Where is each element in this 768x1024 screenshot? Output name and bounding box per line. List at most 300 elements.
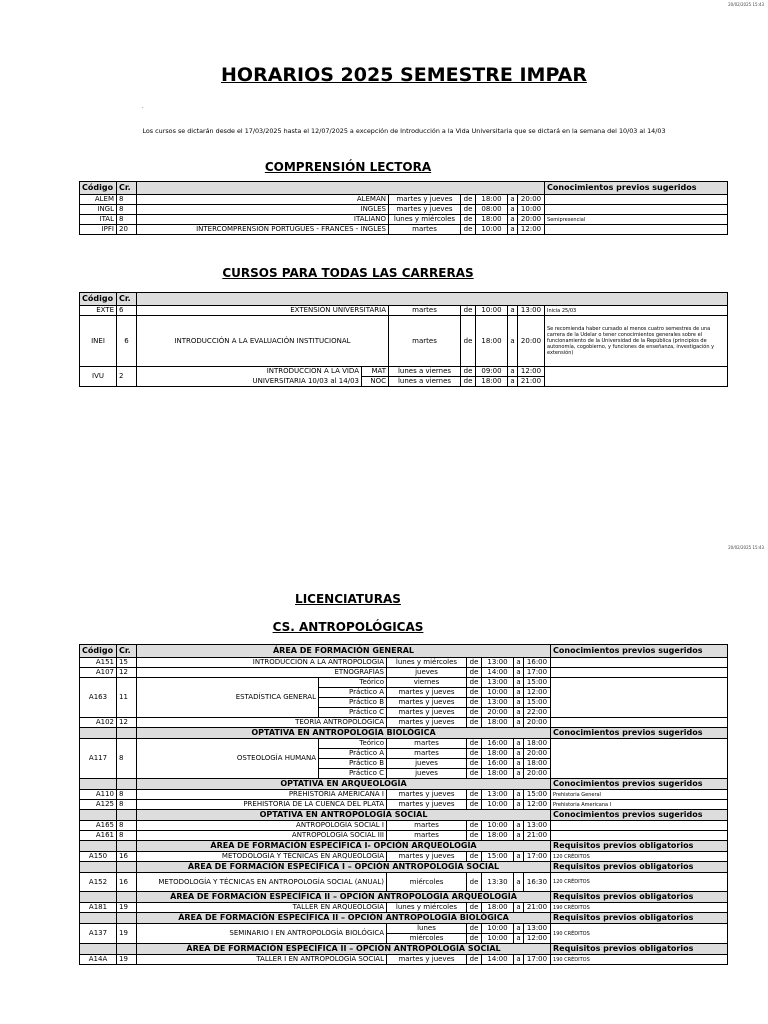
section-title-antropologicas: CS. ANTROPOLÓGICAS xyxy=(272,620,424,634)
time-to: 12:00 xyxy=(524,934,551,944)
section-title: ÁREA DE FORMACIÓN ESPECÍFICA II – OPCIÓN ANTROPOLOGÍA BIOLÓGICA xyxy=(137,913,551,924)
time-from: 13:00 xyxy=(482,790,514,800)
table-row xyxy=(80,225,728,235)
table-row xyxy=(80,195,728,205)
course-note xyxy=(545,225,728,235)
course-note xyxy=(551,739,728,779)
print-timestamp: 20/02/2025 15:43 xyxy=(728,2,764,7)
course-credits: 20 xyxy=(117,225,137,235)
time-to: 17:00 xyxy=(524,852,551,862)
course-days: martes y jueves xyxy=(387,852,467,862)
course-days: lunes y miércoles xyxy=(389,215,461,225)
label-de: de xyxy=(467,934,482,944)
course-note: Prehistoria Americana I xyxy=(551,800,728,810)
course-name: INTRODUCCIÓN A LA ANTROPOLOGÍA xyxy=(137,658,387,668)
intro-text: Los cursos se dictarán desde el 17/03/2025 hasta el 12/07/2025 a excepción de Introducción a la Vida Universitaria que se dictará en la semana del 10/03 al 14/03 xyxy=(142,127,666,135)
header-cr: Cr. xyxy=(117,293,137,306)
section-title: OPTATIVA EN ANTROPOLOGÍA SOCIAL xyxy=(137,810,551,821)
label-a: a xyxy=(514,821,524,831)
course-code: A125 xyxy=(80,800,117,810)
time-to: 20:00 xyxy=(518,215,545,225)
course-credits: 16 xyxy=(117,873,137,892)
section-blank xyxy=(80,810,117,821)
course-credits: 12 xyxy=(117,668,137,678)
time-from: 10:00 xyxy=(476,225,508,235)
label-de: de xyxy=(461,377,476,387)
course-name: METODOLOGÍA Y TÉCNICAS EN ARQUEOLOGÍA xyxy=(137,852,387,862)
course-credits: 8 xyxy=(117,790,137,800)
label-de: de xyxy=(461,205,476,215)
course-days: lunes y miércoles xyxy=(387,903,467,913)
dot-mark: . xyxy=(142,104,144,110)
course-name: PREHISTORIA DE LA CUENCA DEL PLATA xyxy=(137,800,387,810)
section-blank xyxy=(117,841,137,852)
time-from: 08:00 xyxy=(476,205,508,215)
course-credits: 6 xyxy=(117,306,137,316)
table-row xyxy=(80,367,728,377)
course-credits: 8 xyxy=(117,205,137,215)
course-note xyxy=(551,678,728,718)
course-days: martes y jueves xyxy=(387,708,467,718)
time-from: 18:00 xyxy=(482,718,514,728)
group-label: MAT xyxy=(362,367,389,377)
course-days: martes xyxy=(387,821,467,831)
time-to: 21:00 xyxy=(518,377,545,387)
time-to: 20:00 xyxy=(524,749,551,759)
section-esp1-soc xyxy=(80,862,728,873)
course-note xyxy=(551,821,728,831)
table-row xyxy=(80,658,728,668)
table-row xyxy=(80,316,728,367)
course-code: A102 xyxy=(80,718,117,728)
course-days: lunes xyxy=(387,924,467,934)
course-code: A117 xyxy=(80,739,117,779)
page-title: HORARIOS 2025 SEMESTRE IMPAR xyxy=(221,64,587,86)
time-to: 10:00 xyxy=(518,205,545,215)
course-days: miércoles xyxy=(387,934,467,944)
header-codigo: Código xyxy=(80,645,117,658)
time-to: 13:00 xyxy=(524,924,551,934)
course-credits: 2 xyxy=(117,367,137,387)
time-from: 13:00 xyxy=(482,658,514,668)
time-from: 14:00 xyxy=(482,668,514,678)
time-from: 10:00 xyxy=(482,688,514,698)
table-row xyxy=(80,215,728,225)
time-to: 21:00 xyxy=(524,903,551,913)
course-days: lunes a viernes xyxy=(389,367,461,377)
section-title-comprension: COMPRENSIÓN LECTORA xyxy=(264,160,432,174)
label-de: de xyxy=(467,668,482,678)
label-de: de xyxy=(467,873,482,892)
todas-table xyxy=(79,292,728,387)
course-note xyxy=(551,658,728,668)
course-note: Inicia 25/03 xyxy=(545,306,728,316)
time-from: 10:00 xyxy=(482,800,514,810)
time-from: 18:00 xyxy=(482,831,514,841)
label-de: de xyxy=(461,306,476,316)
course-code: ALEM xyxy=(80,195,117,205)
time-to: 13:00 xyxy=(518,306,545,316)
time-from: 10:00 xyxy=(482,934,514,944)
label-de: de xyxy=(467,800,482,810)
time-from: 18:00 xyxy=(482,749,514,759)
course-credits: 8 xyxy=(117,800,137,810)
course-code: IPFI xyxy=(80,225,117,235)
label-de: de xyxy=(467,739,482,749)
course-name: INTERCOMPRENSION PORTUGUES - FRANCES - INGLES xyxy=(137,225,389,235)
course-code: A137 xyxy=(80,924,117,944)
area-general-header: ÁREA DE FORMACIÓN GENERAL xyxy=(137,645,551,658)
label-a: a xyxy=(508,377,518,387)
header-cr: Cr. xyxy=(117,182,137,195)
label-a: a xyxy=(508,195,518,205)
course-credits: 8 xyxy=(117,215,137,225)
session-label: Práctico A xyxy=(319,749,387,759)
course-code: A107 xyxy=(80,668,117,678)
course-name: TALLER EN ARQUEOLOGÍA xyxy=(137,903,387,913)
header-blank xyxy=(137,182,545,195)
table-row xyxy=(80,821,728,831)
time-from: 18:00 xyxy=(482,903,514,913)
time-to: 20:00 xyxy=(524,769,551,779)
header-conocimientos: Conocimientos previos sugeridos xyxy=(551,645,728,658)
course-name: ANTROPOLOGÍA SOCIAL I xyxy=(137,821,387,831)
time-to: 18:00 xyxy=(524,759,551,769)
table-row xyxy=(80,873,728,892)
section-title-todas: CURSOS PARA TODAS LAS CARRERAS xyxy=(222,266,474,280)
section-esp2-bio xyxy=(80,913,728,924)
section-blank xyxy=(117,810,137,821)
course-code: INEI xyxy=(80,316,117,367)
section-esp1-arq xyxy=(80,841,728,852)
header-codigo: Código xyxy=(80,293,117,306)
course-credits: 6 xyxy=(117,316,137,367)
course-code: IVU xyxy=(80,367,117,387)
time-to: 12:00 xyxy=(518,367,545,377)
time-to: 15:00 xyxy=(524,678,551,688)
course-note: 120 CRÉDITOS xyxy=(551,852,728,862)
time-to: 21:00 xyxy=(524,831,551,841)
header-blank xyxy=(137,293,728,306)
course-note: Se recomienda haber cursado al menos cuatro semestres de una carrera de la Udelar o tener conocimientos generales sobre el funcionamiento de la Universidad de la República (principios de autonomía, cogobierno, y funciones de enseñanza, investigación y extensión) xyxy=(545,316,728,367)
course-code: A150 xyxy=(80,852,117,862)
table-row xyxy=(80,678,728,688)
time-to: 20:00 xyxy=(518,195,545,205)
course-code: EXTE xyxy=(80,306,117,316)
header-cr: Cr. xyxy=(117,645,137,658)
course-code: A165 xyxy=(80,821,117,831)
label-a: a xyxy=(514,658,524,668)
section-right-header: Requisitos previos obligatorios xyxy=(551,913,728,924)
section-blank xyxy=(80,779,117,790)
course-credits: 8 xyxy=(117,739,137,779)
session-label: Práctico C xyxy=(319,769,387,779)
course-days: martes xyxy=(389,316,461,367)
label-a: a xyxy=(514,955,524,965)
course-name: ANTROPOLOGÍA SOCIAL III xyxy=(137,831,387,841)
label-a: a xyxy=(514,749,524,759)
section-right-header: Requisitos previos obligatorios xyxy=(551,892,728,903)
course-code: A152 xyxy=(80,873,117,892)
course-credits: 8 xyxy=(117,821,137,831)
course-days: miércoles xyxy=(387,873,467,892)
course-days: martes xyxy=(389,306,461,316)
section-opt-arq xyxy=(80,779,728,790)
course-name: OSTEOLOGÍA HUMANA xyxy=(137,739,319,779)
section-blank xyxy=(80,944,117,955)
course-days: jueves xyxy=(387,769,467,779)
label-de: de xyxy=(467,708,482,718)
time-from: 18:00 xyxy=(482,769,514,779)
course-days: martes xyxy=(387,831,467,841)
section-title: OPTATIVA EN ANTROPOLOGÍA BIOLÓGICA xyxy=(137,728,551,739)
course-name: PREHISTORIA AMERICANA I xyxy=(137,790,387,800)
label-a: a xyxy=(514,800,524,810)
section-right-header: Conocimientos previos sugeridos xyxy=(551,810,728,821)
time-from: 14:00 xyxy=(482,955,514,965)
time-from: 18:00 xyxy=(476,377,508,387)
course-days: martes y jueves xyxy=(387,955,467,965)
time-from: 16:00 xyxy=(482,759,514,769)
course-credits: 19 xyxy=(117,955,137,965)
label-de: de xyxy=(467,821,482,831)
course-note: 190 CRÉDITOS xyxy=(551,924,728,944)
label-de: de xyxy=(467,698,482,708)
time-from: 18:00 xyxy=(476,316,508,367)
label-de: de xyxy=(461,195,476,205)
header-conocimientos: Conocimientos previos sugeridos xyxy=(545,182,728,195)
section-blank xyxy=(80,892,117,903)
table-row xyxy=(80,668,728,678)
time-to: 13:00 xyxy=(524,821,551,831)
course-note xyxy=(545,195,728,205)
label-de: de xyxy=(467,831,482,841)
label-a: a xyxy=(514,924,524,934)
time-from: 20:00 xyxy=(482,708,514,718)
time-to: 20:00 xyxy=(524,718,551,728)
time-to: 16:00 xyxy=(524,658,551,668)
course-days: lunes y miércoles xyxy=(387,658,467,668)
course-name-line2: UNIVERSITARIA 10/03 al 14/03 xyxy=(137,377,362,387)
label-a: a xyxy=(514,873,524,892)
section-title: ÁREA DE FORMACIÓN ESPECÍFICA I- OPCIÓN ARQUEOLOGÍA xyxy=(137,841,551,852)
section-blank xyxy=(117,892,137,903)
course-code: A161 xyxy=(80,831,117,841)
time-from: 13:30 xyxy=(482,873,514,892)
course-name: INGLES xyxy=(137,205,389,215)
section-title: ÁREA DE FORMACIÓN ESPECÍFICA II – OPCIÓN ANTROPOLOGÍA ARQUEOLOGÍA xyxy=(137,892,551,903)
section-title: ÁREA DE FORMACIÓN ESPECÍFICA I – OPCIÓN ANTROPOLOGÍA SOCIAL xyxy=(137,862,551,873)
course-days: lunes a viernes xyxy=(389,377,461,387)
course-credits: 12 xyxy=(117,718,137,728)
time-from: 09:00 xyxy=(476,367,508,377)
label-a: a xyxy=(514,708,524,718)
section-blank xyxy=(80,728,117,739)
time-to: 17:00 xyxy=(524,955,551,965)
label-a: a xyxy=(514,688,524,698)
course-code: A14A xyxy=(80,955,117,965)
label-de: de xyxy=(461,225,476,235)
time-to: 12:00 xyxy=(524,688,551,698)
time-from: 15:00 xyxy=(482,852,514,862)
label-a: a xyxy=(508,225,518,235)
course-days: martes y jueves xyxy=(387,718,467,728)
section-blank xyxy=(117,944,137,955)
course-note: Prehistoria General xyxy=(551,790,728,800)
session-label: Teórico xyxy=(319,678,387,688)
course-name: TALLER I EN ANTROPOLOGÍA SOCIAL xyxy=(137,955,387,965)
time-to: 12:00 xyxy=(518,225,545,235)
section-esp2-arq xyxy=(80,892,728,903)
time-from: 18:00 xyxy=(476,215,508,225)
time-from: 18:00 xyxy=(476,195,508,205)
label-de: de xyxy=(467,769,482,779)
course-days: martes xyxy=(387,749,467,759)
course-name: ALEMAN xyxy=(137,195,389,205)
course-days: martes y jueves xyxy=(387,698,467,708)
course-name: ETNOGRAFÍAS xyxy=(137,668,387,678)
time-from: 10:00 xyxy=(482,821,514,831)
label-a: a xyxy=(508,316,518,367)
course-name: METODOLOGÍA Y TÉCNICAS EN ANTROPOLOGÍA SOCIAL (ANUAL) xyxy=(137,873,387,892)
section-esp2-soc xyxy=(80,944,728,955)
label-de: de xyxy=(467,688,482,698)
session-label: Práctico C xyxy=(319,708,387,718)
section-blank xyxy=(117,779,137,790)
label-a: a xyxy=(514,759,524,769)
session-label: Práctico A xyxy=(319,688,387,698)
course-days: martes xyxy=(389,225,461,235)
course-note xyxy=(551,831,728,841)
label-a: a xyxy=(514,769,524,779)
time-from: 16:00 xyxy=(482,739,514,749)
course-code: A110 xyxy=(80,790,117,800)
label-a: a xyxy=(514,698,524,708)
print-timestamp-2: 20/02/2025 15:43 xyxy=(728,545,764,550)
label-a: a xyxy=(508,306,518,316)
time-to: 22:00 xyxy=(524,708,551,718)
label-a: a xyxy=(514,718,524,728)
label-a: a xyxy=(508,215,518,225)
table-row xyxy=(80,306,728,316)
course-name: SEMINARIO I EN ANTROPOLOGÍA BIOLÓGICA xyxy=(137,924,387,944)
table-row xyxy=(80,924,728,934)
course-code: A181 xyxy=(80,903,117,913)
course-credits: 19 xyxy=(117,903,137,913)
label-a: a xyxy=(508,205,518,215)
label-de: de xyxy=(467,790,482,800)
course-note: 190 CRÉDITOS xyxy=(551,955,728,965)
section-title: OPTATIVA EN ARQUEOLOGÍA xyxy=(137,779,551,790)
time-to: 17:00 xyxy=(524,668,551,678)
label-de: de xyxy=(467,852,482,862)
table-row xyxy=(80,205,728,215)
course-days: viernes xyxy=(387,678,467,688)
section-blank xyxy=(117,913,137,924)
label-a: a xyxy=(514,903,524,913)
course-note: 190 CRÉDITOS xyxy=(551,903,728,913)
label-a: a xyxy=(514,668,524,678)
session-label: Teórico xyxy=(319,739,387,749)
section-right-header: Requisitos previos obligatorios xyxy=(551,841,728,852)
time-from: 10:00 xyxy=(476,306,508,316)
section-opt-bio xyxy=(80,728,728,739)
course-code: ITAL xyxy=(80,215,117,225)
section-blank xyxy=(117,862,137,873)
label-a: a xyxy=(514,790,524,800)
course-days: martes y jueves xyxy=(387,790,467,800)
course-credits: 8 xyxy=(117,831,137,841)
time-to: 15:00 xyxy=(524,698,551,708)
section-title: ÁREA DE FORMACIÓN ESPECÍFICA II – OPCIÓN ANTROPOLOGÍA SOCIAL xyxy=(137,944,551,955)
course-credits: 19 xyxy=(117,924,137,944)
label-a: a xyxy=(514,678,524,688)
course-name: ESTADÍSTICA GENERAL xyxy=(137,678,319,718)
course-credits: 15 xyxy=(117,658,137,668)
course-days: martes y jueves xyxy=(389,205,461,215)
course-credits: 11 xyxy=(117,678,137,718)
course-code: INGL xyxy=(80,205,117,215)
table-row xyxy=(80,831,728,841)
time-to: 20:00 xyxy=(518,316,545,367)
time-from: 13:00 xyxy=(482,698,514,708)
course-credits: 8 xyxy=(117,195,137,205)
time-from: 13:00 xyxy=(482,678,514,688)
label-a: a xyxy=(514,852,524,862)
table-row xyxy=(80,739,728,749)
section-blank xyxy=(80,862,117,873)
course-days: martes y jueves xyxy=(387,688,467,698)
course-note xyxy=(545,205,728,215)
section-blank xyxy=(80,913,117,924)
label-de: de xyxy=(467,718,482,728)
table-row xyxy=(80,852,728,862)
label-de: de xyxy=(467,903,482,913)
course-note xyxy=(545,367,728,387)
course-note xyxy=(551,668,728,678)
time-to: 15:00 xyxy=(524,790,551,800)
label-a: a xyxy=(514,831,524,841)
course-name: ITALIANO xyxy=(137,215,389,225)
course-days: jueves xyxy=(387,759,467,769)
label-de: de xyxy=(461,215,476,225)
session-label: Práctico B xyxy=(319,698,387,708)
course-note: Semipresencial xyxy=(545,215,728,225)
section-right-header: Requisitos previos obligatorios xyxy=(551,944,728,955)
section-title-licenciaturas: LICENCIATURAS xyxy=(295,592,401,606)
course-name: TEORÍA ANTROPOLÓGICA xyxy=(137,718,387,728)
time-to: 18:00 xyxy=(524,739,551,749)
label-de: de xyxy=(467,924,482,934)
session-label: Práctico B xyxy=(319,759,387,769)
label-de: de xyxy=(467,678,482,688)
label-a: a xyxy=(514,739,524,749)
course-note: 120 CRÉDITOS xyxy=(551,873,728,892)
label-a: a xyxy=(514,934,524,944)
course-credits: 16 xyxy=(117,852,137,862)
time-to: 16:30 xyxy=(524,873,551,892)
table-row xyxy=(80,718,728,728)
comprension-table xyxy=(79,181,728,235)
label-a: a xyxy=(508,367,518,377)
section-right-header: Conocimientos previos sugeridos xyxy=(551,728,728,739)
table-row xyxy=(80,955,728,965)
course-days: martes xyxy=(387,739,467,749)
course-name-line1: INTRODUCCION A LA VIDA xyxy=(137,367,362,377)
group-label: NOC xyxy=(362,377,389,387)
course-name: EXTENSIÓN UNIVERSITARIA xyxy=(137,306,389,316)
section-right-header: Requisitos previos obligatorios xyxy=(551,862,728,873)
